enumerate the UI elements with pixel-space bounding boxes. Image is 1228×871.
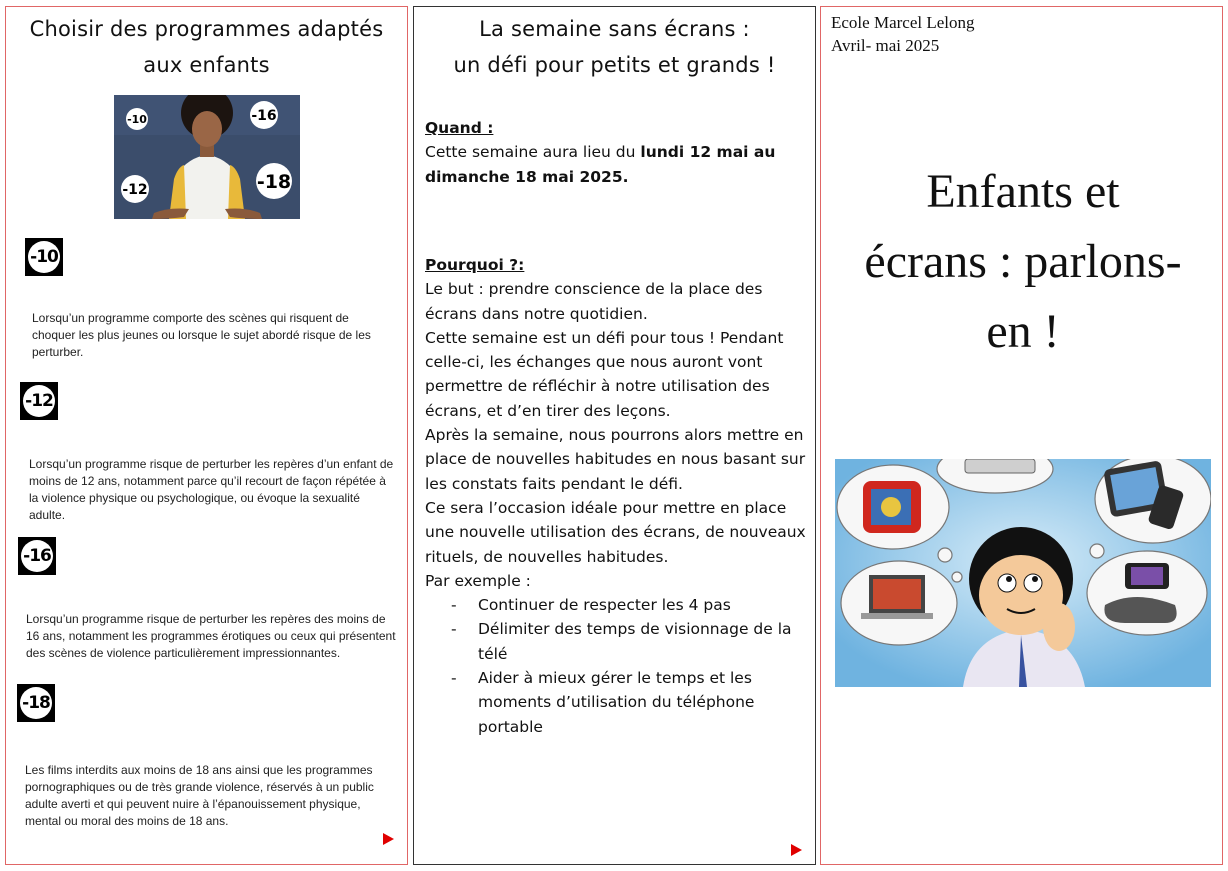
middle-panel-title: La semaine sans écrans : un défi pour petits et grands ! [453,17,776,77]
why-paragraph: Cette semaine est un défi pour tous ! Pendant celle-ci, les échanges que nous auront vont permettre de réfléchir à notre utilisation des écrans, et d’en tirer des leçons. [425,328,784,420]
middle-panel [413,6,816,865]
photo-badge-label: -10 [127,113,147,126]
face-shape [192,111,222,147]
why-label: Pourquoi ?: [425,256,525,274]
brochure-title: Enfants et écrans : parlons- en ! [864,165,1182,358]
laptop-icon [861,575,933,619]
rating-description: Les films interdits aux moins de 18 ans ainsi que les programmes pornographiques ou de très grande violence, réservés à un public adulte averti et qui peuvent nuire à l’épanouissement physique, mental ou moral des moins de 18 ans. [25,763,374,828]
rating-badge-label: -16 [21,540,53,572]
why-paragraph: Par exemple : [425,571,531,590]
why-paragraph: Ce sera l’occasion idéale pour mettre en place une nouvelle utilisation des écrans, de nouveaux rituels, de nouvelles habitudes. [425,498,806,566]
when-section [425,116,810,189]
next-page-arrow-icon [383,833,394,845]
rating-description: Lorsqu’un programme comporte des scènes qui risquent de choquer les plus jeunes ou lorsque le sujet abordé risque de les perturber. [32,311,371,359]
right-panel [820,6,1223,865]
why-paragraph: Après la semaine, nous pourrons alors mettre en place de nouvelles habitudes en nous basant sur les constats faits pendant le défi. [425,426,806,493]
rating-badge-label: -10 [28,241,60,273]
rating-badge-16 [18,537,56,575]
next-page-arrow-icon [791,844,802,856]
photo-badge-label: -18 [256,171,292,193]
examples-list [425,593,810,739]
rating-description: Lorsqu’un programme risque de perturber les repères d’un enfant de moins de 12 ans, notamment parce qu’il recourt de façon répétée à la violence physique ou psychologique, ou évoque la sexualité adulte. [29,457,394,522]
when-label: Quand : [425,119,494,137]
list-item: - Continuer de respecter les 4 pas [425,593,810,617]
when-text: Cette semaine aura lieu du lundi 12 mai au dimanche 18 mai 2025. [425,143,776,186]
school-date: Avril- mai 2025 [831,36,940,55]
photo-badge-label: -16 [251,108,277,124]
why-section [425,253,810,739]
tv-icon [863,481,921,533]
school-name: Ecole Marcel Lelong [831,13,975,32]
rating-badge-12 [20,382,58,420]
left-panel-title: Choisir des programmes adaptés aux enfants [29,17,384,77]
rating-badge-label: -18 [20,687,52,719]
keyboard-icon [965,459,1035,473]
rating-description: Lorsqu’un programme risque de perturber les repères des moins de 16 ans, notamment les programmes érotiques ou ceux qui présentent des scènes de violence particulièrement impressionnantes. [26,612,396,660]
photo-badge-label: -12 [122,182,148,198]
rating-badge-label: -12 [23,385,55,417]
list-item: - Délimiter des temps de visionnage de la télé [425,617,810,666]
kid-screens-illustration [835,459,1211,687]
rating-badge-18 [17,684,55,722]
when-dates: lundi 12 mai au dimanche 18 mai 2025. [425,143,776,186]
list-item: - Aider à mieux gérer le temps et les moments d’utilisation du téléphone portable [425,666,810,739]
why-paragraph: Le but : prendre conscience de la place des écrans dans notre quotidien. [425,280,763,323]
rating-badge-10 [25,238,63,276]
left-panel [5,6,408,865]
age-rating-photo [114,95,300,219]
